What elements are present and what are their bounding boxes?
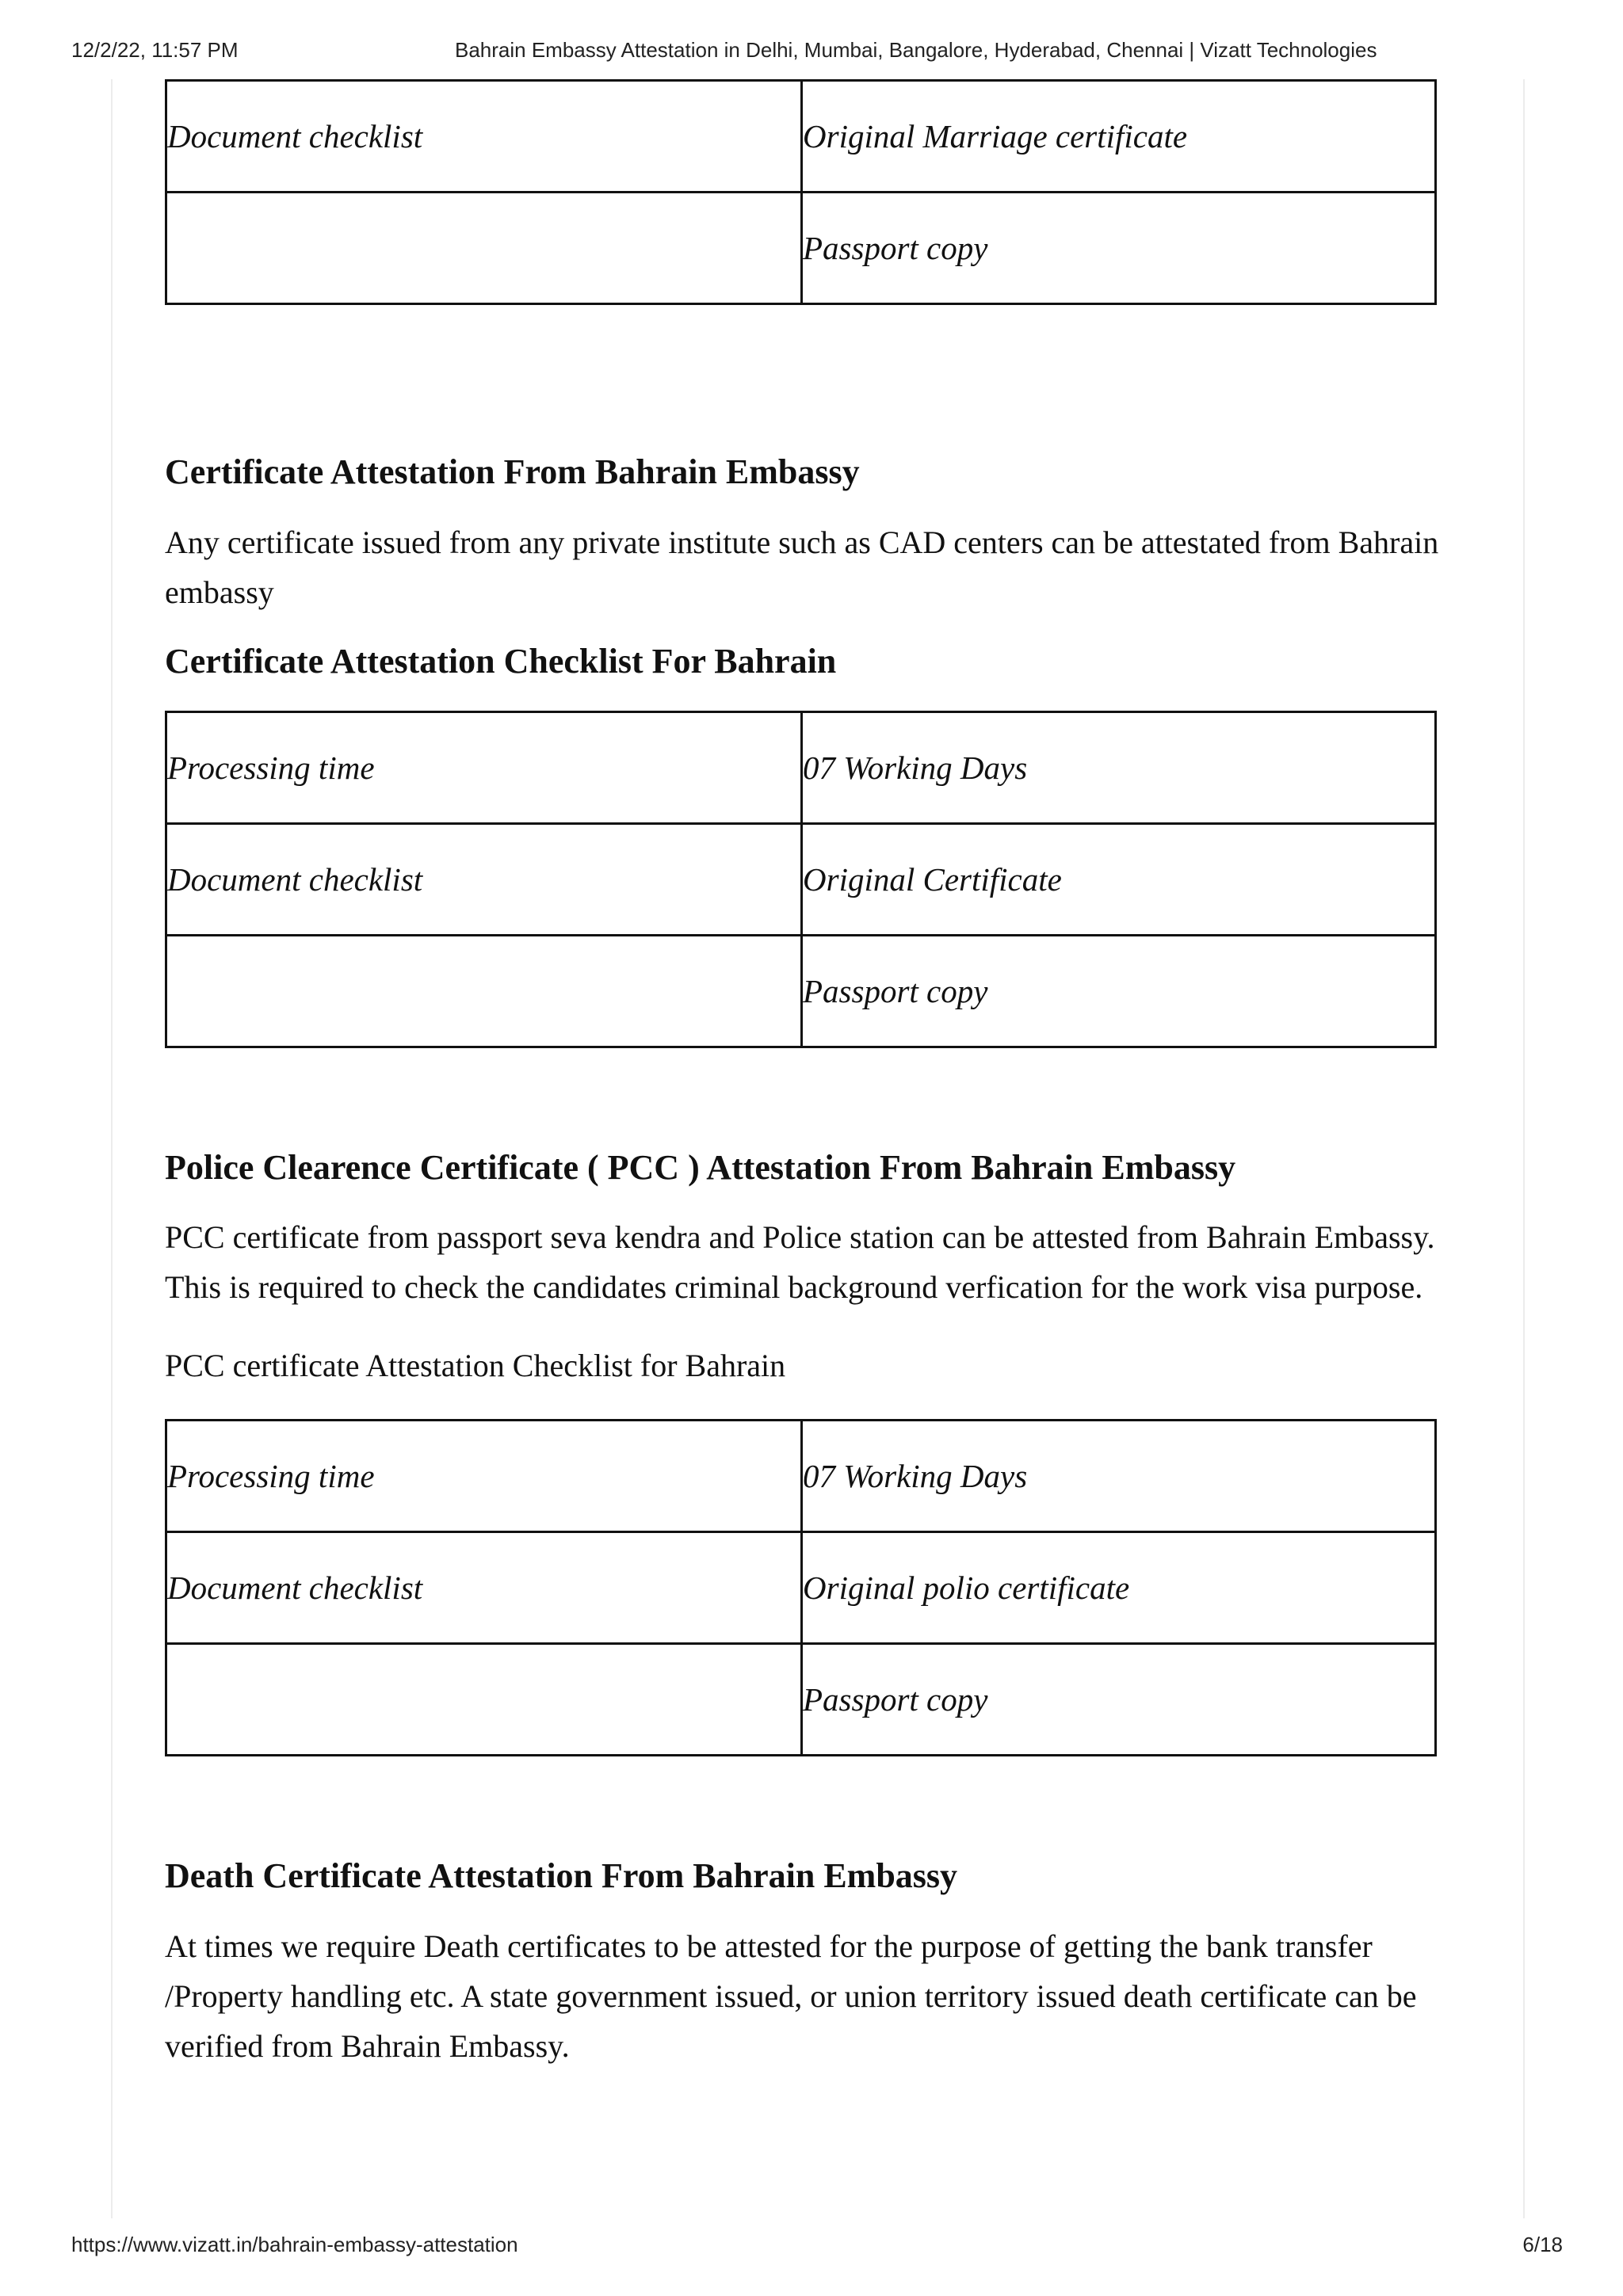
table-row bbox=[166, 81, 1436, 193]
print-footer bbox=[0, 2233, 1623, 2264]
death-section-heading: Death Certificate Attestation From Bahrain Embassy bbox=[165, 1856, 958, 1896]
marriage-checklist-table bbox=[165, 79, 1437, 305]
table-cell: 07 Working Days bbox=[802, 711, 1436, 823]
table-row bbox=[166, 193, 1436, 304]
pcc-section-paragraph: PCC certificate from passport seva kendra and Police station can be attested from Bahrain Embassy. This is required to check the candidates criminal background verfication for the work visa purpose. bbox=[165, 1219, 1435, 1306]
certificate-section-paragraph: Any certificate issued from any private institute such as CAD centers can be attestated from Bahrain embassy bbox=[165, 524, 1439, 610]
print-header bbox=[0, 38, 1623, 70]
pcc-checklist-label: PCC certificate Attestation Checklist for Bahrain bbox=[165, 1348, 786, 1384]
table-row bbox=[166, 1532, 1436, 1644]
table-row bbox=[166, 823, 1436, 935]
table-cell: Original Marriage certificate bbox=[802, 81, 1436, 193]
page-frame-right-border bbox=[1523, 79, 1525, 2218]
table-cell: Original polio certificate bbox=[802, 1532, 1436, 1644]
table-cell: Passport copy bbox=[802, 935, 1436, 1047]
table-cell bbox=[166, 193, 802, 304]
print-page-number: 6/18 bbox=[1522, 2233, 1563, 2256]
certificate-section-heading: Certificate Attestation From Bahrain Embassy bbox=[165, 452, 860, 491]
table-row bbox=[166, 1644, 1436, 1756]
table-row bbox=[166, 935, 1436, 1047]
print-url: https://www.vizatt.in/bahrain-embassy-attestation bbox=[71, 2233, 518, 2256]
pcc-section-heading: Police Clearence Certificate ( PCC ) Attestation From Bahrain Embassy bbox=[165, 1147, 1236, 1187]
table-row bbox=[166, 711, 1436, 823]
certificate-checklist-heading: Certificate Attestation Checklist For Bahrain bbox=[165, 641, 837, 681]
table-cell: Document checklist bbox=[166, 1532, 802, 1644]
table-cell bbox=[166, 935, 802, 1047]
table-cell: 07 Working Days bbox=[802, 1421, 1436, 1532]
table-cell: Document checklist bbox=[166, 81, 802, 193]
table-cell: Document checklist bbox=[166, 823, 802, 935]
article-content bbox=[165, 79, 1472, 2071]
certificate-checklist-table bbox=[165, 711, 1437, 1048]
table-row bbox=[166, 1421, 1436, 1532]
table-cell bbox=[166, 1644, 802, 1756]
table-cell: Processing time bbox=[166, 711, 802, 823]
death-section-paragraph: At times we require Death certificates to be attested for the purpose of getting the bank transfer /Property handling etc. A state government issued, or union territory issued death certificate can be verified from Bahrain Embassy. bbox=[165, 1928, 1417, 2065]
page-frame-left-border bbox=[111, 79, 113, 2218]
print-datetime: 12/2/22, 11:57 PM bbox=[71, 38, 239, 62]
table-cell: Processing time bbox=[166, 1421, 802, 1532]
print-page-title: Bahrain Embassy Attestation in Delhi, Mumbai, Bangalore, Hyderabad, Chennai | Vizatt Technologies bbox=[455, 38, 1377, 62]
table-cell: Passport copy bbox=[802, 1644, 1436, 1756]
pcc-checklist-table bbox=[165, 1419, 1437, 1756]
table-cell: Original Certificate bbox=[802, 823, 1436, 935]
table-cell: Passport copy bbox=[802, 193, 1436, 304]
